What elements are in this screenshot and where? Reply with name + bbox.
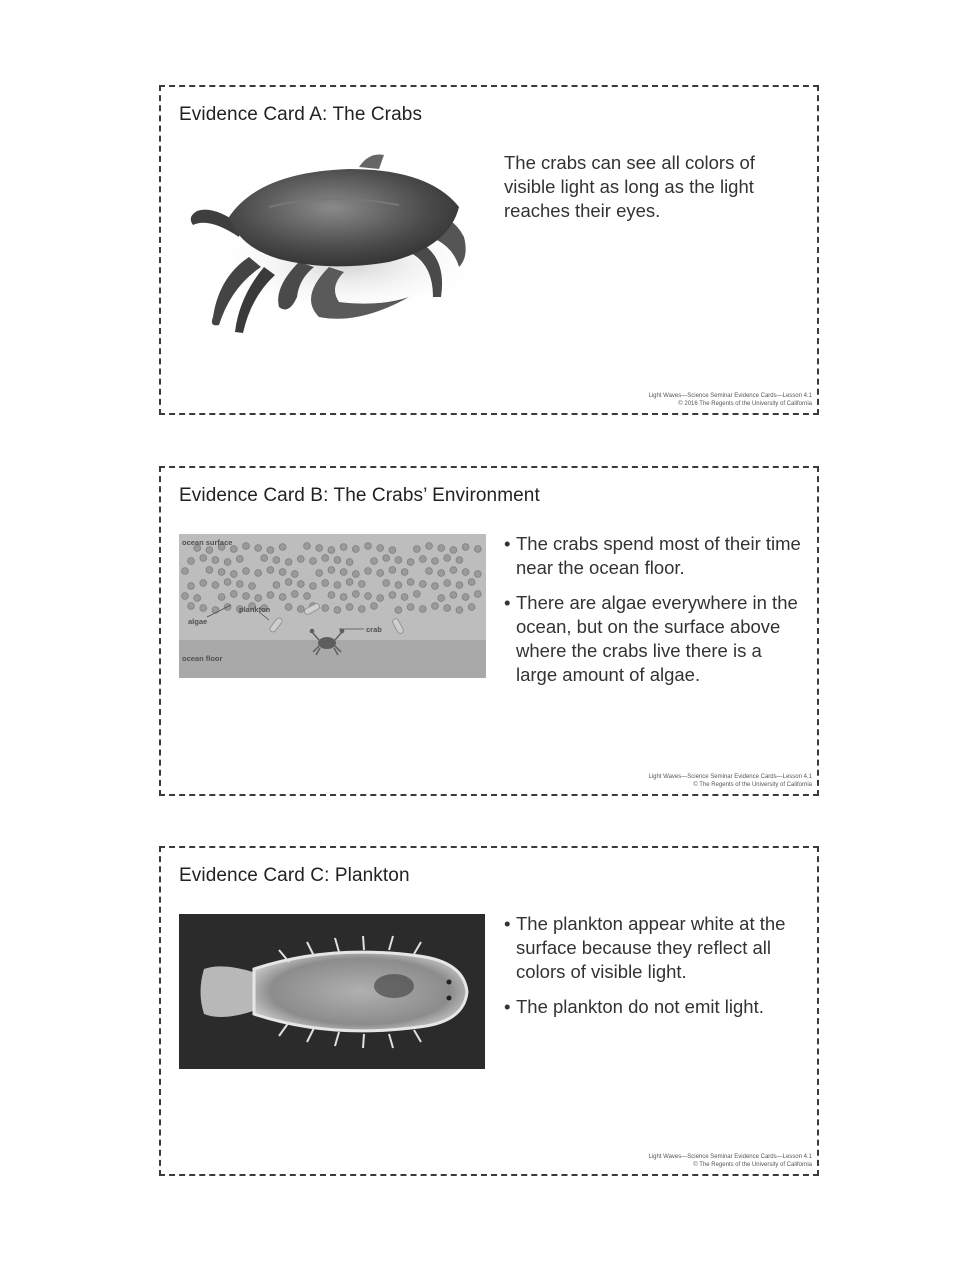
card-title: Evidence Card B: The Crabs’ Environment	[179, 485, 540, 506]
label-crab: crab	[366, 625, 382, 634]
ocean-diagram-icon	[179, 534, 486, 678]
bullet-marker: •	[504, 592, 511, 613]
bullet-list	[504, 532, 802, 687]
card-footer	[648, 773, 812, 789]
label-algae: algae	[188, 617, 208, 626]
card-footer	[648, 1153, 812, 1169]
bullet-list	[504, 912, 802, 1019]
footer-line-1: Light Waves—Science Seminar Evidence Cards—Lesson 4.1	[648, 1154, 812, 1160]
list-item: • The plankton appear white at the surface because they reflect all colors of visible light.	[504, 913, 786, 982]
footer-line-1: Light Waves—Science Seminar Evidence Cards—Lesson 4.1	[648, 393, 812, 399]
evidence-card-c	[159, 846, 819, 1176]
footer-line-2: © The Regents of the University of California	[693, 782, 812, 788]
bullet-marker: •	[504, 996, 511, 1017]
bullet-marker: •	[504, 913, 511, 934]
label-ocean-floor: ocean floor	[182, 654, 223, 663]
list-item: • There are algae everywhere in the ocean, but on the surface above where the crabs live there is a large amount of algae.	[504, 592, 798, 685]
card-a-text: The crabs can see all colors of visible light as long as the light reaches their eyes.	[504, 152, 755, 221]
list-item: • The plankton do not emit light.	[504, 996, 764, 1017]
label-plankton: plankton	[239, 605, 271, 614]
crab-photo-icon	[179, 147, 487, 342]
evidence-card-b	[159, 466, 819, 796]
footer-line-1: Light Waves—Science Seminar Evidence Cards—Lesson 4.1	[648, 774, 812, 780]
label-ocean-surface: ocean surface	[182, 538, 233, 547]
card-description	[504, 532, 802, 698]
plankton-photo-icon	[179, 914, 485, 1069]
bullet-marker: •	[504, 533, 511, 554]
card-description	[504, 912, 802, 1030]
evidence-card-a	[159, 85, 819, 415]
card-footer	[648, 392, 812, 408]
card-title: Evidence Card A: The Crabs	[179, 104, 423, 125]
footer-line-2: © The Regents of the University of California	[693, 1162, 812, 1168]
list-item: • The crabs spend most of their time near the ocean floor.	[504, 533, 801, 578]
footer-line-2: © 2016 The Regents of the University of California	[678, 401, 812, 407]
card-description	[504, 151, 802, 223]
card-title: Evidence Card C: Plankton	[179, 865, 410, 886]
